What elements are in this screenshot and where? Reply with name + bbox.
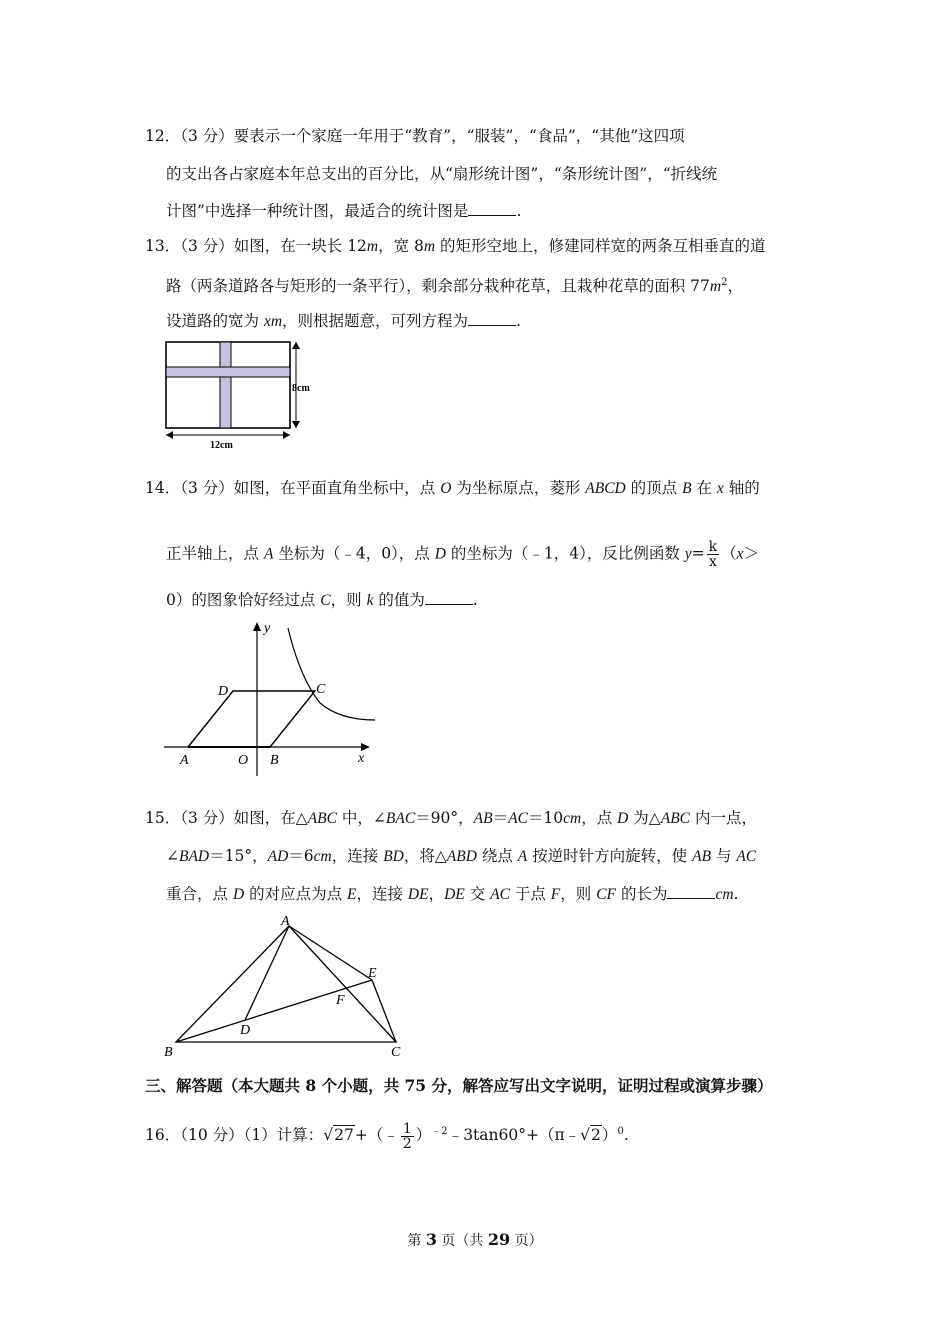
svg-text:O: O	[238, 753, 249, 768]
q15-line1: 15．（3 分）如图，在△ABC 中，∠BAC＝90°，AB＝AC＝10cm，点 D 为△ABC 内一点，	[145, 809, 757, 827]
svg-text:D: D	[218, 684, 229, 699]
svg-text:C: C	[316, 682, 326, 697]
sqrt-27: √27	[323, 1126, 354, 1145]
q14-line1: 14．（3 分）如图，在平面直角坐标中，点 O 为坐标原点，菱形 ABCD 的顶点 B 在 x 轴的	[145, 479, 760, 497]
q12-line1: 12．（3 分）要表示一个家庭一年用于“教育”，“服装”，“食品”，“其他”这四项	[145, 127, 685, 145]
q16-line1: 16．（10 分）（1）计算：√27+（﹣ $\frac{1}{2}$ ）$^{﹣2}$﹣3tan60°+（π﹣√2）$^0$.	[145, 1120, 629, 1152]
q13-line2: 路（两条道路各与矩形的一条平行），剩余部分栽种花草，且栽种花草的面积 $77m^2$，	[166, 277, 743, 296]
q13-line3: 设道路的宽为 xm，则根据题意，可列方程为 .	[166, 312, 521, 330]
label-8cm: 8cm	[292, 383, 310, 394]
svg-text:B: B	[164, 1045, 173, 1060]
svg-text:A: A	[180, 753, 189, 768]
svg-text:y: y	[264, 621, 271, 636]
q14-line3: 0）的图象恰好经过点 C，则 k 的值为 .	[166, 591, 478, 609]
section-heading: 三、解答题（本大题共 8 个小题，共 75 分，解答应写出文字说明，证明过程或演算步骤）	[145, 1076, 773, 1095]
svg-text:A: A	[281, 914, 290, 929]
svg-text:x: x	[358, 751, 365, 766]
label-12cm: 12cm	[210, 440, 233, 451]
answer-blank	[468, 202, 516, 216]
answer-blank	[468, 312, 516, 326]
page-footer: 第 3 页（共 29 页）	[407, 1230, 543, 1249]
q15-line3: 重合，点 D 的对应点为点 E，连接 DE，DE 交 AC 于点 F，则 CF 的长为 cm.	[166, 885, 739, 903]
answer-blank	[425, 591, 473, 605]
q12-line3: 计图”中选择一种统计图，最适合的统计图是 .	[166, 202, 522, 220]
svg-text:C: C	[391, 1045, 401, 1060]
svg-text:E: E	[368, 966, 377, 981]
q14-line2: 正半轴上，点 A 坐标为（﹣4，0），点 D 的坐标为（﹣1，4），反比例函数 y= $\frac{k}{x}$ （x＞	[166, 539, 760, 570]
q13-line1: 13．（3 分）如图，在一块长 12m，宽 8m 的矩形空地上，修建同样宽的两条互相垂直的道	[145, 237, 766, 255]
answer-blank	[667, 885, 715, 899]
svg-text:B: B	[270, 753, 279, 768]
q14-coordinate-figure	[160, 618, 380, 778]
fraction-k-over-x: $\frac{k}{x}$	[708, 539, 718, 570]
fraction-one-half: $\frac{1}{2}$	[402, 1120, 412, 1152]
q12-line2: 的支出各占家庭本年总支出的百分比，从“扇形统计图”，“条形统计图”，“折线统	[166, 165, 718, 183]
svg-text:F: F	[336, 993, 345, 1008]
q13-rectangle-figure	[160, 338, 320, 454]
q15-line2: ∠BAD＝15°，AD＝6cm，连接 BD，将△ABD 绕点 A 按逆时针方向旋转，使 AB 与 AC	[166, 847, 757, 865]
svg-text:D: D	[240, 1023, 251, 1038]
q15-triangle-figure	[160, 910, 410, 1060]
sqrt-2: √2	[580, 1126, 601, 1145]
